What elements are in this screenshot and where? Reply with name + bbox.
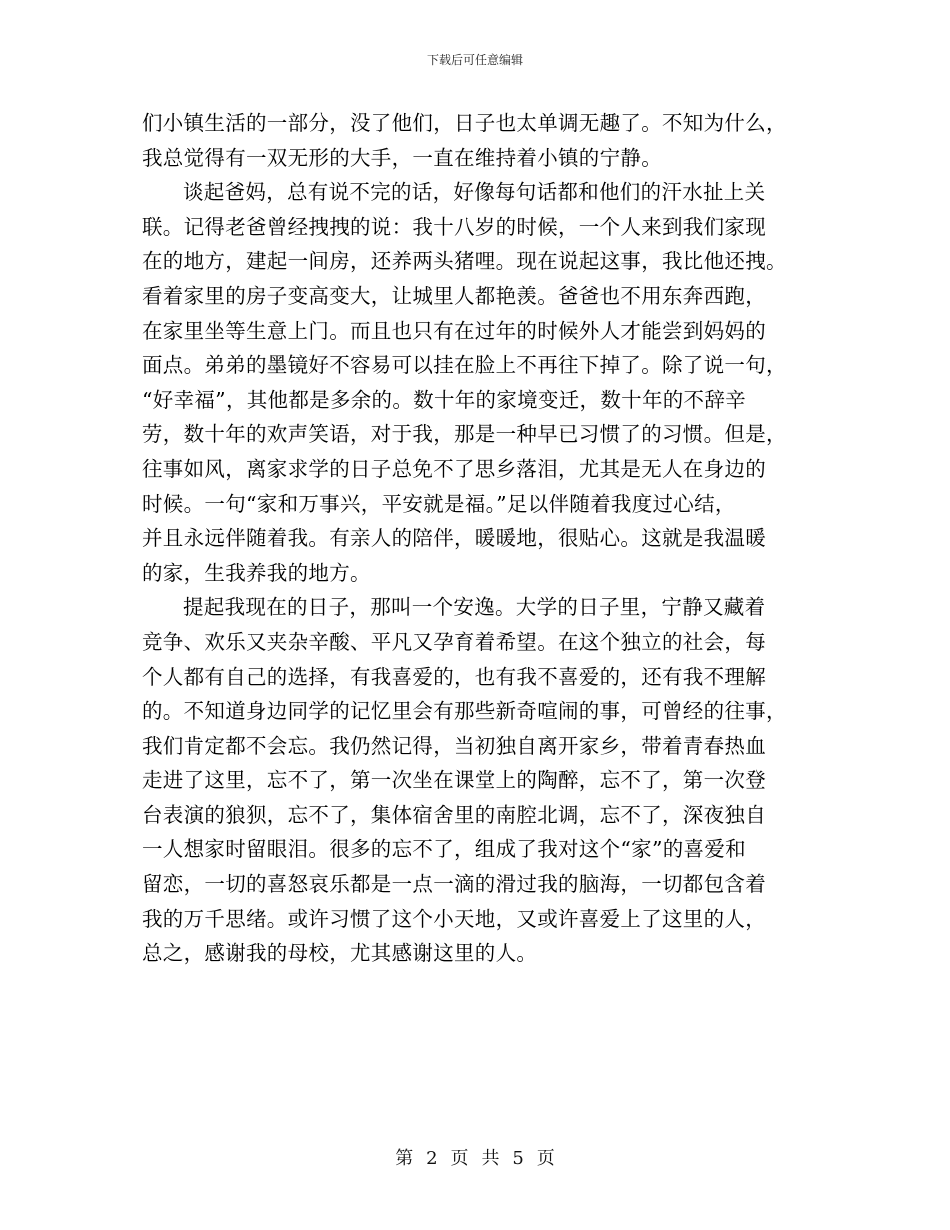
text-line: 们小镇生活的一部分，没了他们，日子也太单调无趣了。不知为什么， (142, 111, 787, 135)
text-line: 联。记得老爸曾经拽拽的说：我十八岁的时候，一个人来到我们家现 (142, 214, 766, 239)
document-body (142, 106, 804, 971)
text-line: 往事如风，离家求学的日子总免不了思乡落泪，尤其是无人在身边的 (142, 456, 766, 481)
text-line: 在的地方，建起一间房，还养两头猪哩。现在说起这事，我比他还拽。 (142, 249, 787, 274)
text-line: 劳，数十年的欢声笑语，对于我，那是一种早已习惯了的习惯。但是， (142, 422, 787, 447)
text-line: 面点。弟弟的墨镜好不容易可以挂在脸上不再往下掉了。除了说一句， (142, 353, 787, 378)
text-line: “好幸福”，其他都是多余的。数十年的家境变迁，数十年的不辞辛 (142, 387, 746, 412)
text-line: 的。不知道身边同学的记忆里会有那些新奇喧闹的事，可曾经的往事， (142, 699, 787, 724)
text-line: 时候。一句“家和万事兴，平安就是福。”足以伴随着我度过心结， (142, 491, 736, 516)
text-line: 的家，生我养我的地方。 (142, 560, 371, 585)
paragraph-1 (142, 106, 804, 175)
page-number-footer: 第 2 页 共 5 页 (395, 1148, 555, 1169)
paragraph-2 (142, 175, 804, 590)
text-line: 谈起爸妈，总有说不完的话，好像每句话都和他们的汗水扯上关 (183, 180, 766, 205)
text-line: 总之，感谢我的母校，尤其感谢这里的人。 (142, 941, 538, 966)
text-line: 走进了这里，忘不了，第一次坐在课堂上的陶醉，忘不了，第一次登 (142, 768, 766, 793)
text-line: 我们肯定都不会忘。我仍然记得，当初独自离开家乡，带着青春热血 (142, 733, 766, 758)
text-line: 竞争、欢乐又夹杂辛酸、平凡又孕育着希望。在这个独立的社会，每 (142, 629, 766, 654)
text-line: 一人想家时留眼泪。很多的忘不了，组成了我对这个“家”的喜爱和 (142, 837, 746, 862)
text-line: 我的万千思绪。或许习惯了这个小天地，又或许喜爱上了这里的人， (142, 906, 766, 931)
text-line: 个人都有自己的选择，有我喜爱的，也有我不喜爱的，还有我不理解 (142, 664, 766, 689)
text-line: 留恋，一切的喜怒哀乐都是一点一滴的滑过我的脑海，一切都包含着 (142, 872, 766, 897)
text-line: 并且永远伴随着我。有亲人的陪伴，暖暖地，很贴心。这就是我温暖 (142, 526, 766, 551)
text-line: 台表演的狼狈，忘不了，集体宿舍里的南腔北调，忘不了，深夜独自 (142, 802, 766, 827)
text-line: 提起我现在的日子，那叫一个安逸。大学的日子里，宁静又藏着 (183, 595, 766, 620)
text-line: 在家里坐等生意上门。而且也只有在过年的时候外人才能尝到妈妈的 (142, 318, 766, 343)
text-line: 看着家里的房子变高变大，让城里人都艳羡。爸爸也不用东奔西跑， (142, 283, 766, 308)
page-header: 下载后可任意编辑 (426, 53, 523, 67)
text-line: 我总觉得有一双无形的大手，一直在维持着小镇的宁静。 (142, 145, 662, 170)
paragraph-3 (142, 590, 804, 971)
